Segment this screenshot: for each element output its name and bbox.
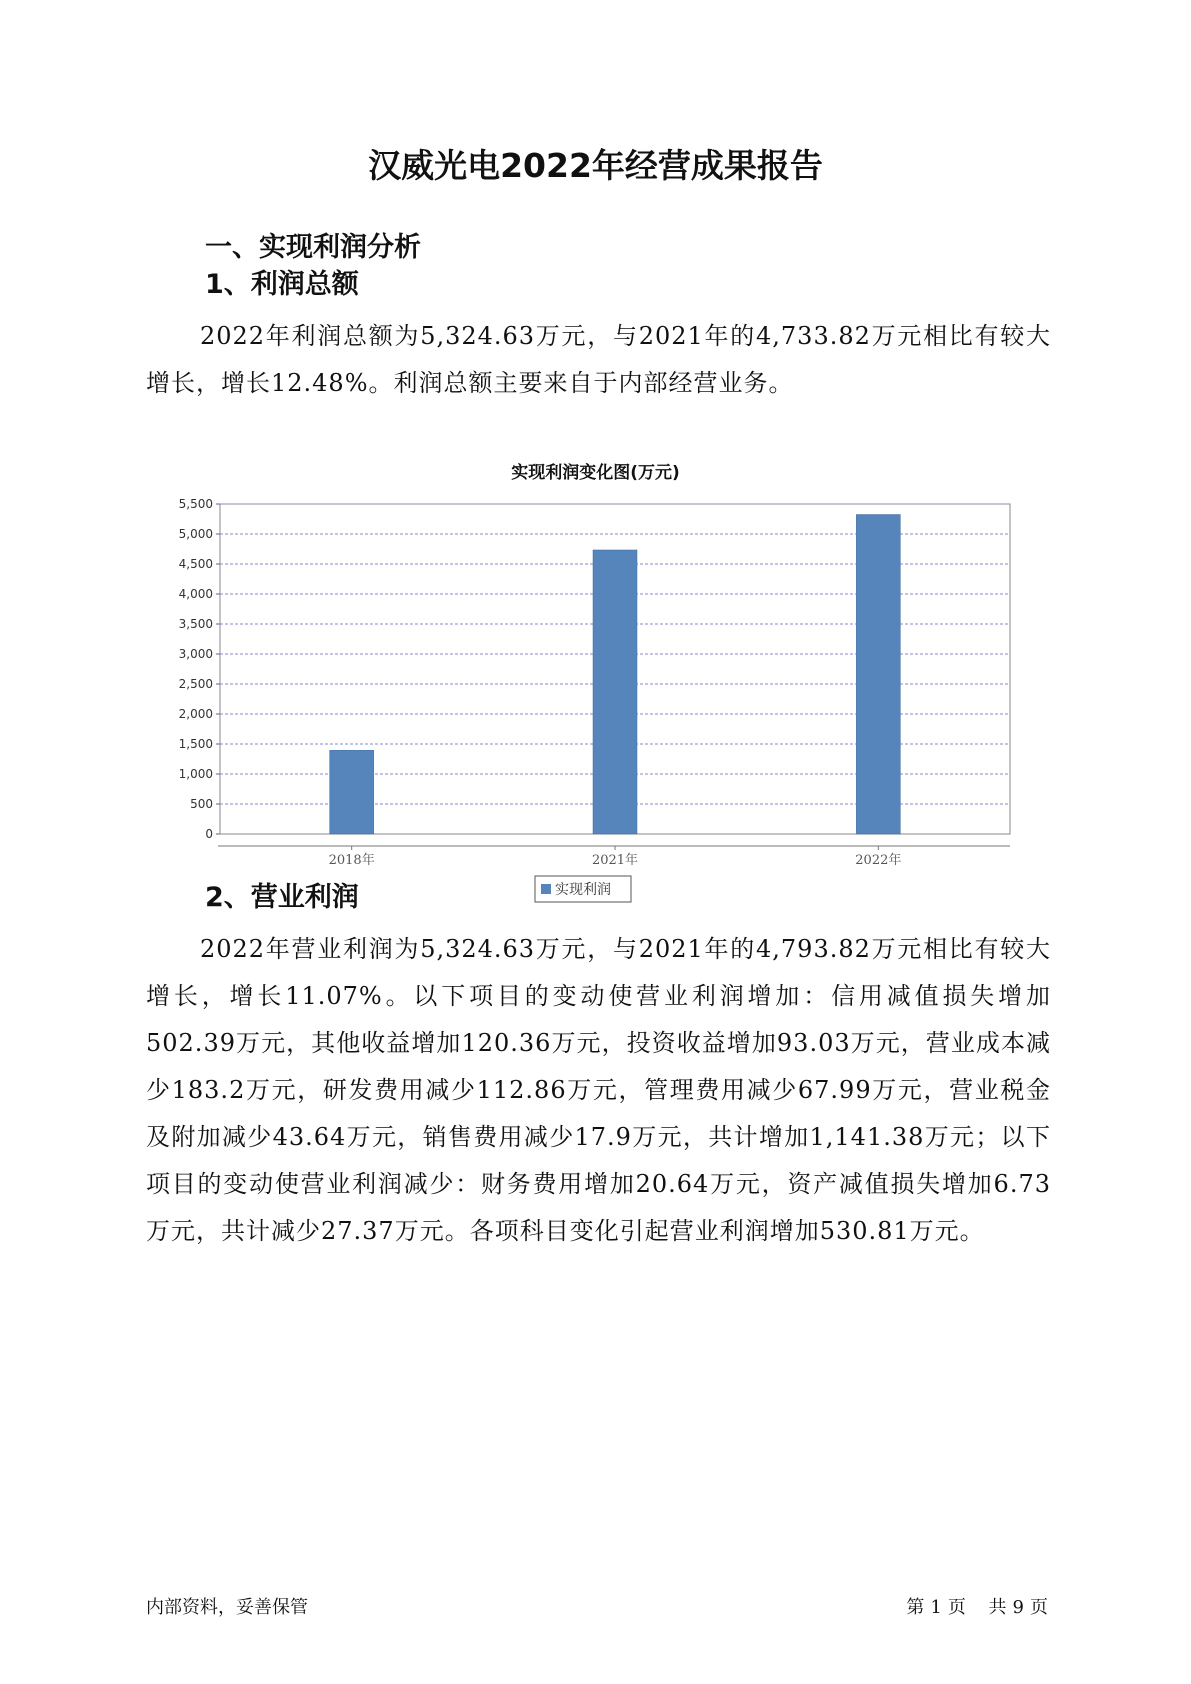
paragraph-operating-profit: 2022年营业利润为5,324.63万元，与2021年的4,793.82万元相比有较大增长，增长11.07%。以下项目的变动使营业利润增加：信用减值损失增加502.39万元，其他收益增加120.36万元，投资收益增加93.03万元，营业成本减少183.2万元，研发费用减少112.86万元，管理费用减少67.99万元，营业税金及附加减少43.64万元，销售费用减少17.9万元，共计增加1,141.38万元；以下项目的变动使营业利润减少：财务费用增加20.64万元，资产减值损失增加6.73万元，共计减少27.37万元。各项科目变化引起营业利润增加530.81万元。: [146, 935, 1051, 1245]
legend-swatch: [541, 884, 551, 894]
y-tick-label: 0: [205, 827, 213, 841]
total-pages: 9: [1012, 1597, 1024, 1618]
x-tick-label: 2021年: [591, 853, 639, 868]
legend-label: 实现利润: [555, 882, 611, 898]
page-indicator: [903, 1593, 1051, 1619]
page-number: 1: [930, 1597, 942, 1618]
bar: [856, 515, 900, 834]
total-unit: 页: [1030, 1597, 1048, 1618]
y-tick-label: 2,000: [178, 707, 213, 721]
y-tick-label: 3,000: [178, 647, 213, 661]
y-tick-label: 3,500: [178, 617, 213, 631]
chart-title: 实现利润变化图(万元): [511, 463, 680, 483]
y-tick-label: 4,500: [178, 557, 213, 571]
y-tick-label: 1,500: [178, 737, 213, 751]
subheading-operating-profit: 2、营业利润: [205, 882, 359, 913]
y-tick-label: 4,000: [178, 587, 213, 601]
x-tick-label: 2022年: [855, 853, 902, 868]
subheading-total-profit: 1、利润总额: [205, 269, 359, 300]
section-heading-profit-analysis: 一、实现利润分析: [205, 232, 421, 263]
document-title: 汉威光电2022年经营成果报告: [368, 146, 823, 185]
bar: [593, 550, 637, 834]
y-tick-label: 1,000: [178, 767, 213, 781]
confidentiality-note: 内部资料，妥善保管: [146, 1597, 308, 1618]
page-unit: 页: [947, 1597, 966, 1618]
total-prefix: 共: [988, 1597, 1007, 1618]
page-prefix: 第: [906, 1597, 925, 1618]
y-tick-label: 5,500: [178, 497, 213, 511]
profit-bar-chart: [150, 488, 1030, 928]
paragraph-total-profit: 2022年利润总额为5,324.63万元，与2021年的4,733.82万元相比有较大增长，增长12.48%。利润总额主要来自于内部经营业务。: [146, 322, 1051, 397]
x-tick-label: 2018年: [328, 853, 375, 868]
y-tick-label: 5,000: [178, 527, 213, 541]
y-tick-label: 2,500: [178, 677, 213, 691]
y-tick-label: 500: [190, 797, 213, 811]
bar: [330, 750, 374, 834]
